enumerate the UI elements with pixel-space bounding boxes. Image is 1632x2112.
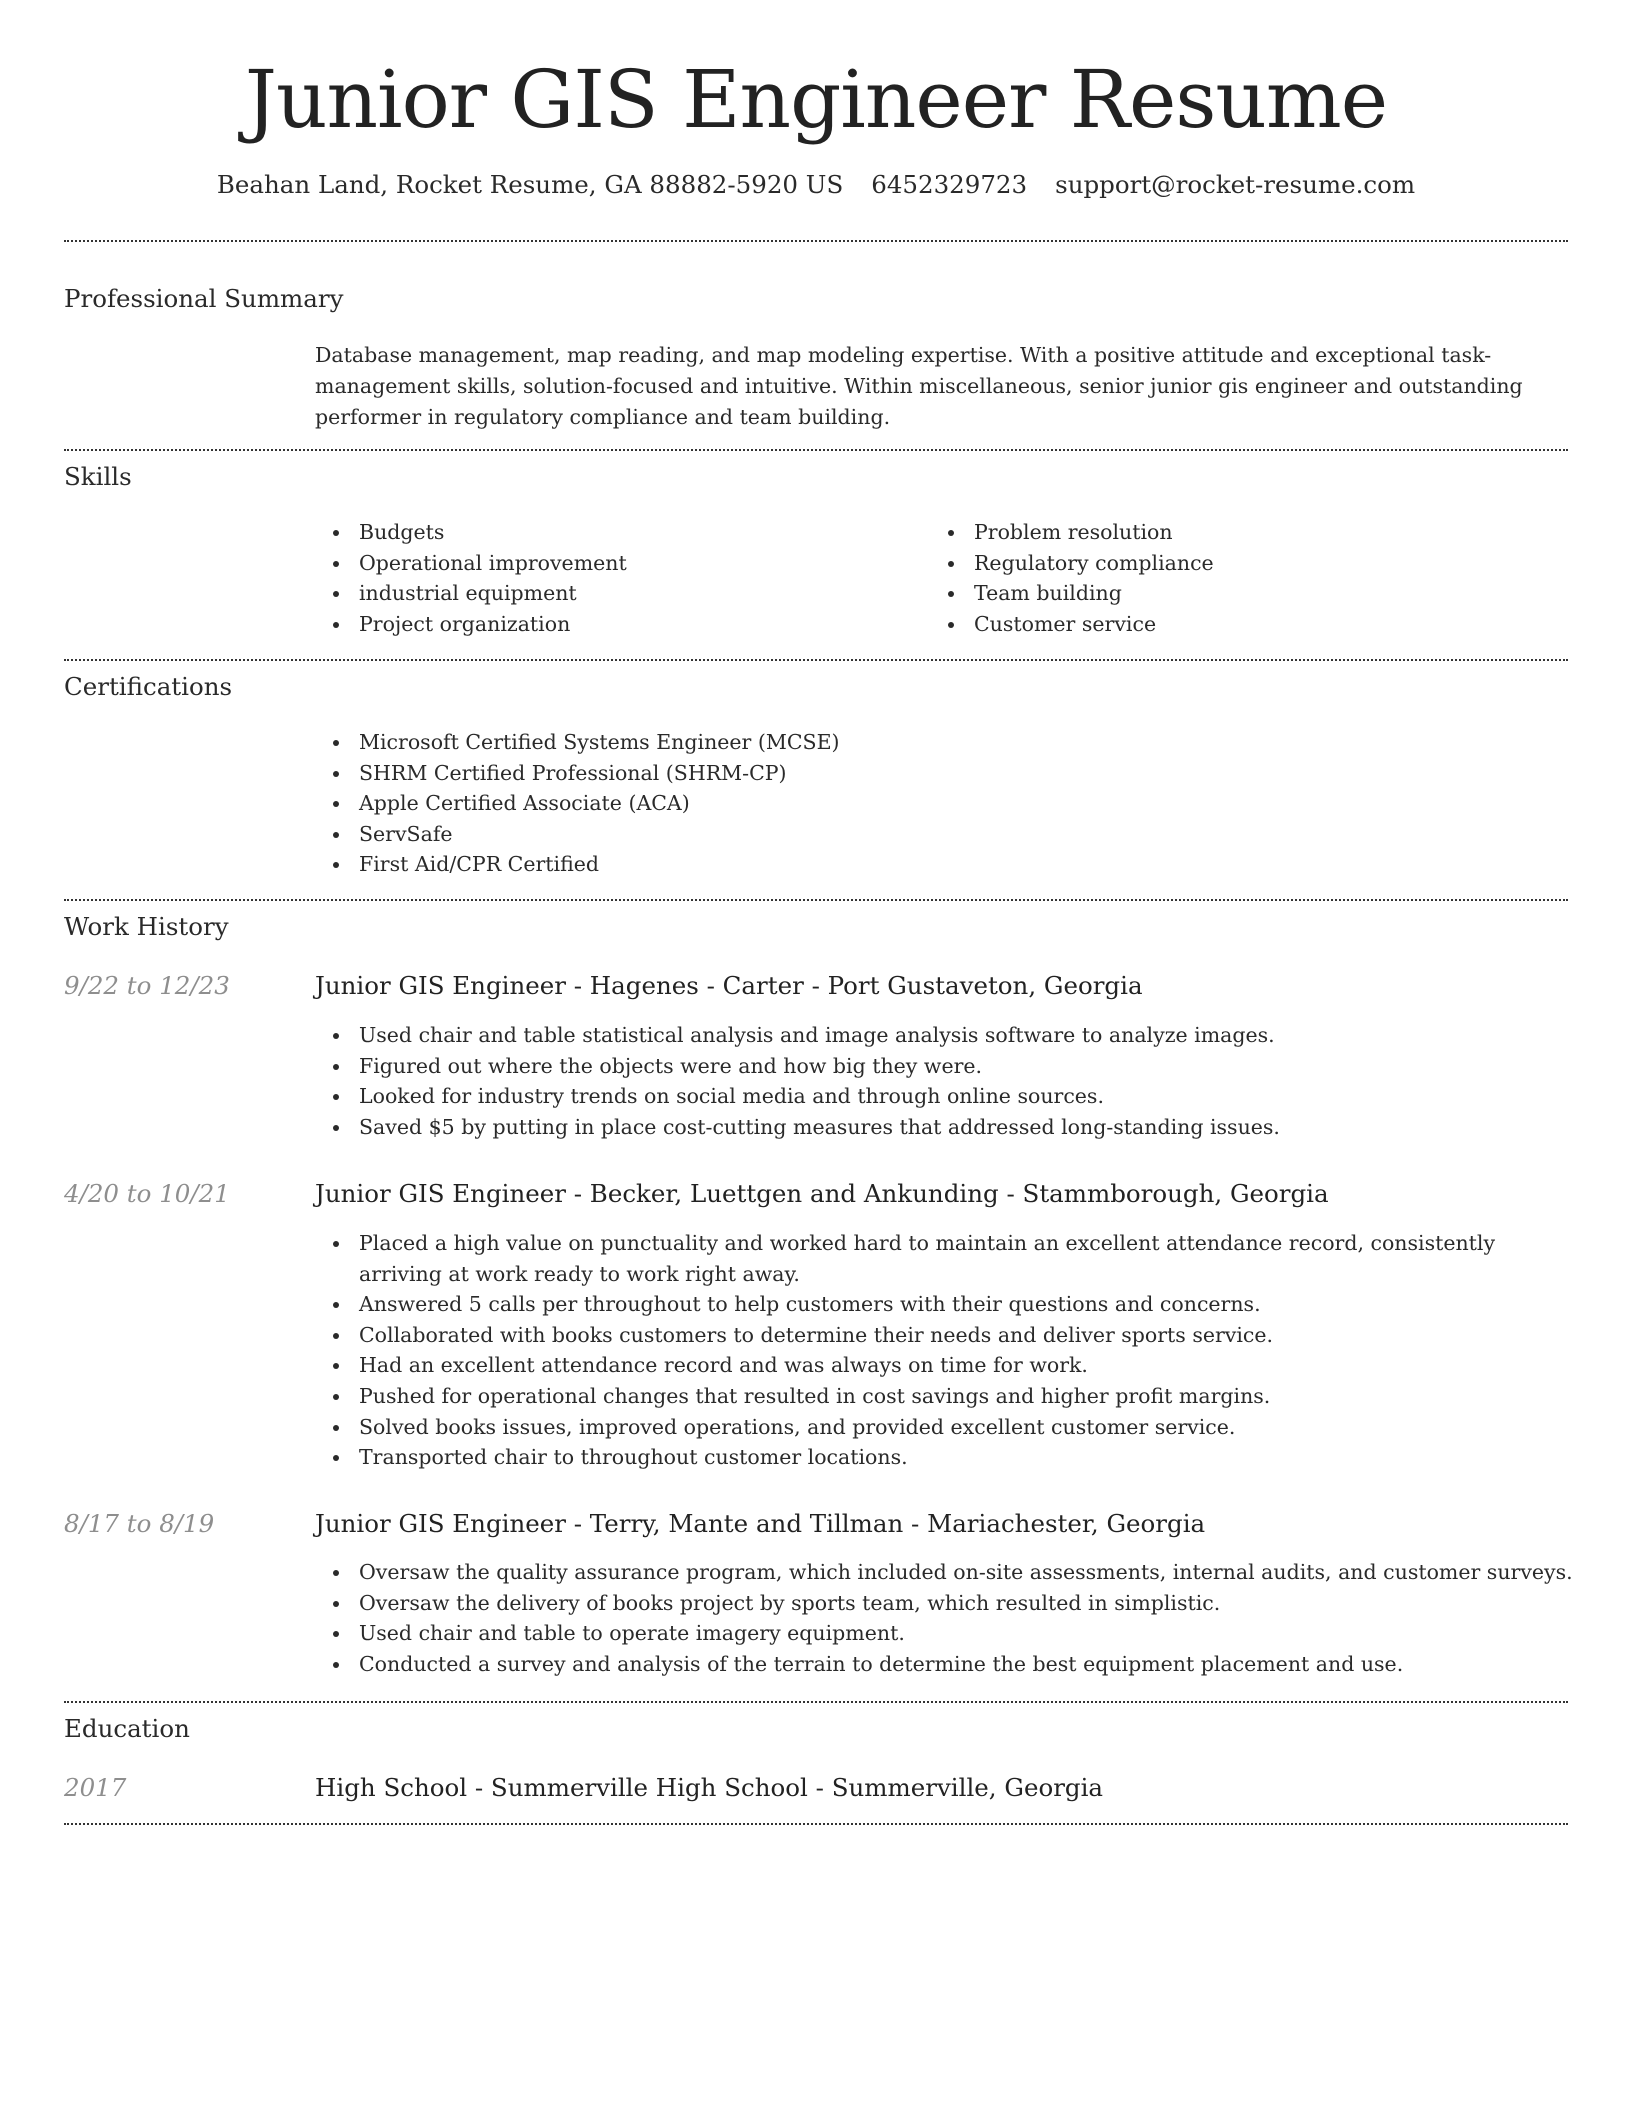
list-item: Oversaw the delivery of books project by sports team, which resulted in simplistic. [359,1588,1569,1619]
list-item: ServSafe [359,819,1559,850]
job-dates: 4/20 to 10/21 [64,1179,230,1208]
list-item: Figured out where the objects were and how big they were. [359,1051,1569,1082]
contact-phone: 6452329723 [871,170,1028,199]
list-item: Oversaw the quality assurance program, which included on-site assessments, internal audits, and customer surveys. [359,1557,1569,1588]
list-item: Microsoft Certified Systems Engineer (MCSE) [359,727,1559,758]
certifications-heading: Certifications [64,672,233,701]
list-item: Saved $5 by putting in place cost-cutting measures that addressed long-standing issues. [359,1112,1569,1143]
list-item: Used chair and table statistical analysis and image analysis software to analyze images. [359,1020,1569,1051]
education-heading: Education [64,1714,190,1743]
list-item: Problem resolution [974,517,1534,548]
job-title: Junior GIS Engineer - Becker, Luettgen and Ankunding - Stammborough, Georgia [315,1179,1329,1208]
skills-list-left [315,517,919,639]
list-item: Answered 5 calls per throughout to help customers with their questions and concerns. [359,1289,1569,1320]
list-item: Collaborated with books customers to determine their needs and deliver sports service. [359,1320,1569,1351]
list-item: Project organization [359,609,919,640]
contact-email[interactable]: support@rocket-resume.com [1055,170,1416,199]
section-divider [64,1823,1568,1825]
certifications-list [315,727,1559,880]
skills-heading: Skills [64,462,132,491]
section-divider [64,899,1568,901]
list-item: Pushed for operational changes that resulted in cost savings and higher profit margins. [359,1381,1569,1412]
job-bullets [315,1020,1569,1142]
list-item: First Aid/CPR Certified [359,849,1559,880]
list-item: Budgets [359,517,919,548]
work-heading: Work History [64,912,229,941]
section-divider [64,1701,1568,1703]
job-title: Junior GIS Engineer - Terry, Mante and Tillman - Mariachester, Georgia [315,1509,1206,1538]
job-bullets [315,1228,1569,1473]
education-title: High School - Summerville High School - Summerville, Georgia [315,1773,1104,1802]
list-item: Apple Certified Associate (ACA) [359,788,1559,819]
section-divider [64,449,1568,451]
job-title: Junior GIS Engineer - Hagenes - Carter - Port Gustaveton, Georgia [315,971,1143,1000]
list-item: Used chair and table to operate imagery equipment. [359,1618,1569,1649]
list-item: industrial equipment [359,578,919,609]
summary-text: Database management, map reading, and map modeling expertise. With a positive attitude and exceptional task-management skills, solution-focused and intuitive. Within miscellaneous, senior junior gis engineer and outstanding performer in regulatory compliance and team building. [315,343,1523,429]
job-dates: 9/22 to 12/23 [64,971,230,1000]
list-item: SHRM Certified Professional (SHRM-CP) [359,758,1559,789]
list-item: Placed a high value on punctuality and worked hard to maintain an excellent attendance record, consistently arriving at work ready to work right away. [359,1228,1569,1289]
resume-title: Junior GIS Engineer Resume [244,53,1388,146]
list-item: Customer service [974,609,1534,640]
list-item: Looked for industry trends on social media and through online sources. [359,1081,1569,1112]
list-item: Transported chair to throughout customer locations. [359,1442,1569,1473]
list-item: Solved books issues, improved operations, and provided excellent customer service. [359,1412,1569,1443]
list-item: Team building [974,578,1534,609]
contact-address: Beahan Land, Rocket Resume, GA 88882-5920 US [216,170,844,199]
list-item: Operational improvement [359,548,919,579]
list-item: Regulatory compliance [974,548,1534,579]
job-bullets [315,1557,1573,1679]
skills-list-right [930,517,1534,639]
contact-line [64,168,1568,202]
summary-heading: Professional Summary [64,284,344,313]
education-date: 2017 [64,1773,127,1802]
list-item: Conducted a survey and analysis of the terrain to determine the best equipment placement and use. [359,1649,1569,1680]
job-dates: 8/17 to 8/19 [64,1509,215,1538]
section-divider [64,240,1568,242]
section-divider [64,659,1568,661]
list-item: Had an excellent attendance record and was always on time for work. [359,1350,1569,1381]
